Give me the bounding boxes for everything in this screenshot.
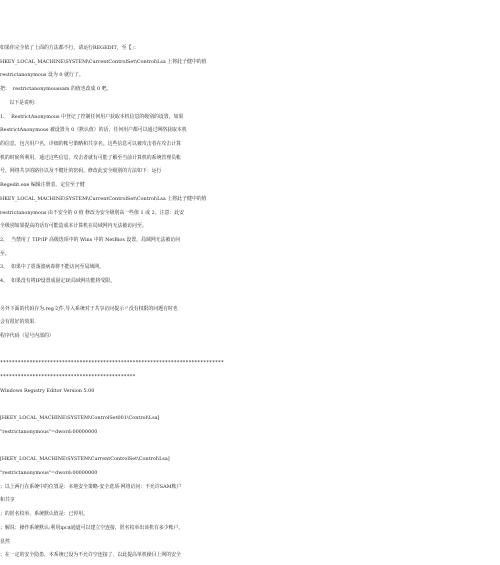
text-line: "restrictanonymous"=dword:00000000 bbox=[0, 470, 98, 477]
text-line: 全级别如果提高的话有可能造成本计算机在局域网内无法被访问至。 bbox=[0, 223, 147, 230]
text-line bbox=[0, 344, 500, 358]
text-line bbox=[0, 440, 500, 454]
separator-line: ********************************************** bbox=[0, 374, 136, 381]
text-line: restrictanonymous 设为 0 就行了。 bbox=[0, 72, 84, 79]
text-line: 另外下面的代码存为.reg文件,导入系统对于共享访问提示〃没有权限的问题有时也 bbox=[0, 305, 178, 312]
text-line: ；解说：操作系统默认:利用ipc$通道可以建立空连接，匿名枚举出该机有多少帐户。 bbox=[0, 524, 184, 531]
text-line: 程序代码（星号内部的） bbox=[0, 332, 54, 339]
text-line: "restrictanonymous"=dword:00000000 bbox=[0, 428, 98, 435]
text-line: 显然 bbox=[0, 538, 10, 545]
text-line: HKEY_LOCAL_MACHINE\SYSTEM\CurrentControlSet\Control\Lsa 上将此子健中的值 bbox=[0, 58, 207, 65]
text-line: restrictanonymous 由不安全的 0 值 修改为安全级别高一些值 1 或 2。注意：此安 bbox=[0, 209, 185, 216]
text-line: HKEY_LOCAL_MACHINE\SYSTEM\CurrentControlSet\Control\Lsa 上将此子健中的值 bbox=[0, 195, 207, 202]
text-line: 3、 如果中了震荡波病毒将不能访问至局域网。 bbox=[0, 264, 105, 271]
text-line: ；以上两行在系统中的位置是：本地安全策略-安全选项-网络访问：不允许SAM帐户 bbox=[0, 483, 182, 490]
text-line: 1、 RestrictAnonymous 中登记了控制任何用户获取本机信息的级别的设置，如果 bbox=[0, 113, 184, 120]
text-line: 会有很好的效果. bbox=[0, 319, 36, 326]
text-line: 至。 bbox=[0, 250, 10, 257]
text-line: 把： restrictanonymoussam 的值也改成 0 吧。 bbox=[0, 86, 112, 93]
text-line: 如果你完全依了上面的方法都不行，请运行REGEDIT，至【」： bbox=[0, 45, 139, 51]
text-line: 机的时候所利用。通过这些信息，攻击者就有可能了解至当前计算机的系统管理员帐 bbox=[0, 154, 181, 161]
text-line: Windows Registry Editor Version 5.00 bbox=[0, 387, 95, 394]
text-line: Regedit.exe 编辑注册表，定位至子健 bbox=[0, 182, 85, 189]
separator-line: **************************************************************************** bbox=[0, 360, 224, 367]
text-line: ；在一定的安全隐患，本系统已设为不允许空连接了，以此提高单机操目上网的安全 bbox=[0, 552, 181, 559]
text-line bbox=[0, 289, 500, 303]
text-line: 的信息，包含用户名，详细的帐号策略和共享名。这些信息可以被攻击者在攻击计算 bbox=[0, 140, 181, 147]
text-line: 4、 如果没有将IP设置成固定IP,局域网功能将受限。 bbox=[0, 278, 116, 285]
text-line: [HKEY_LOCAL_MACHINE\SYSTEM\ControlSet001\Control\Lsa] bbox=[0, 415, 160, 422]
text-line: 和共享 bbox=[0, 497, 15, 504]
text-line bbox=[0, 398, 500, 412]
text-line: ；的匿名枚举。系统默认值是：已停用。 bbox=[0, 511, 89, 518]
text-line: [HKEY_LOCAL_MACHINE\SYSTEM\CurrentControlSet\Control\Lsa] bbox=[0, 456, 170, 463]
text-line: RestrictAnonymous 被设置为 0（默认值）的话，任何用户都可以通过网络获取本机 bbox=[0, 127, 187, 134]
text-line: 以下是说明： bbox=[0, 99, 39, 106]
text-line: 2、 当禁用了 TIP/IP 高级选项中的 Wins 中的 NetBios 设置，局域网无法被访问 bbox=[0, 236, 181, 243]
text-line: 号，网络共享的路径以及不健壮的密码。修改此安全级别的方法如下：运行 bbox=[0, 168, 162, 175]
